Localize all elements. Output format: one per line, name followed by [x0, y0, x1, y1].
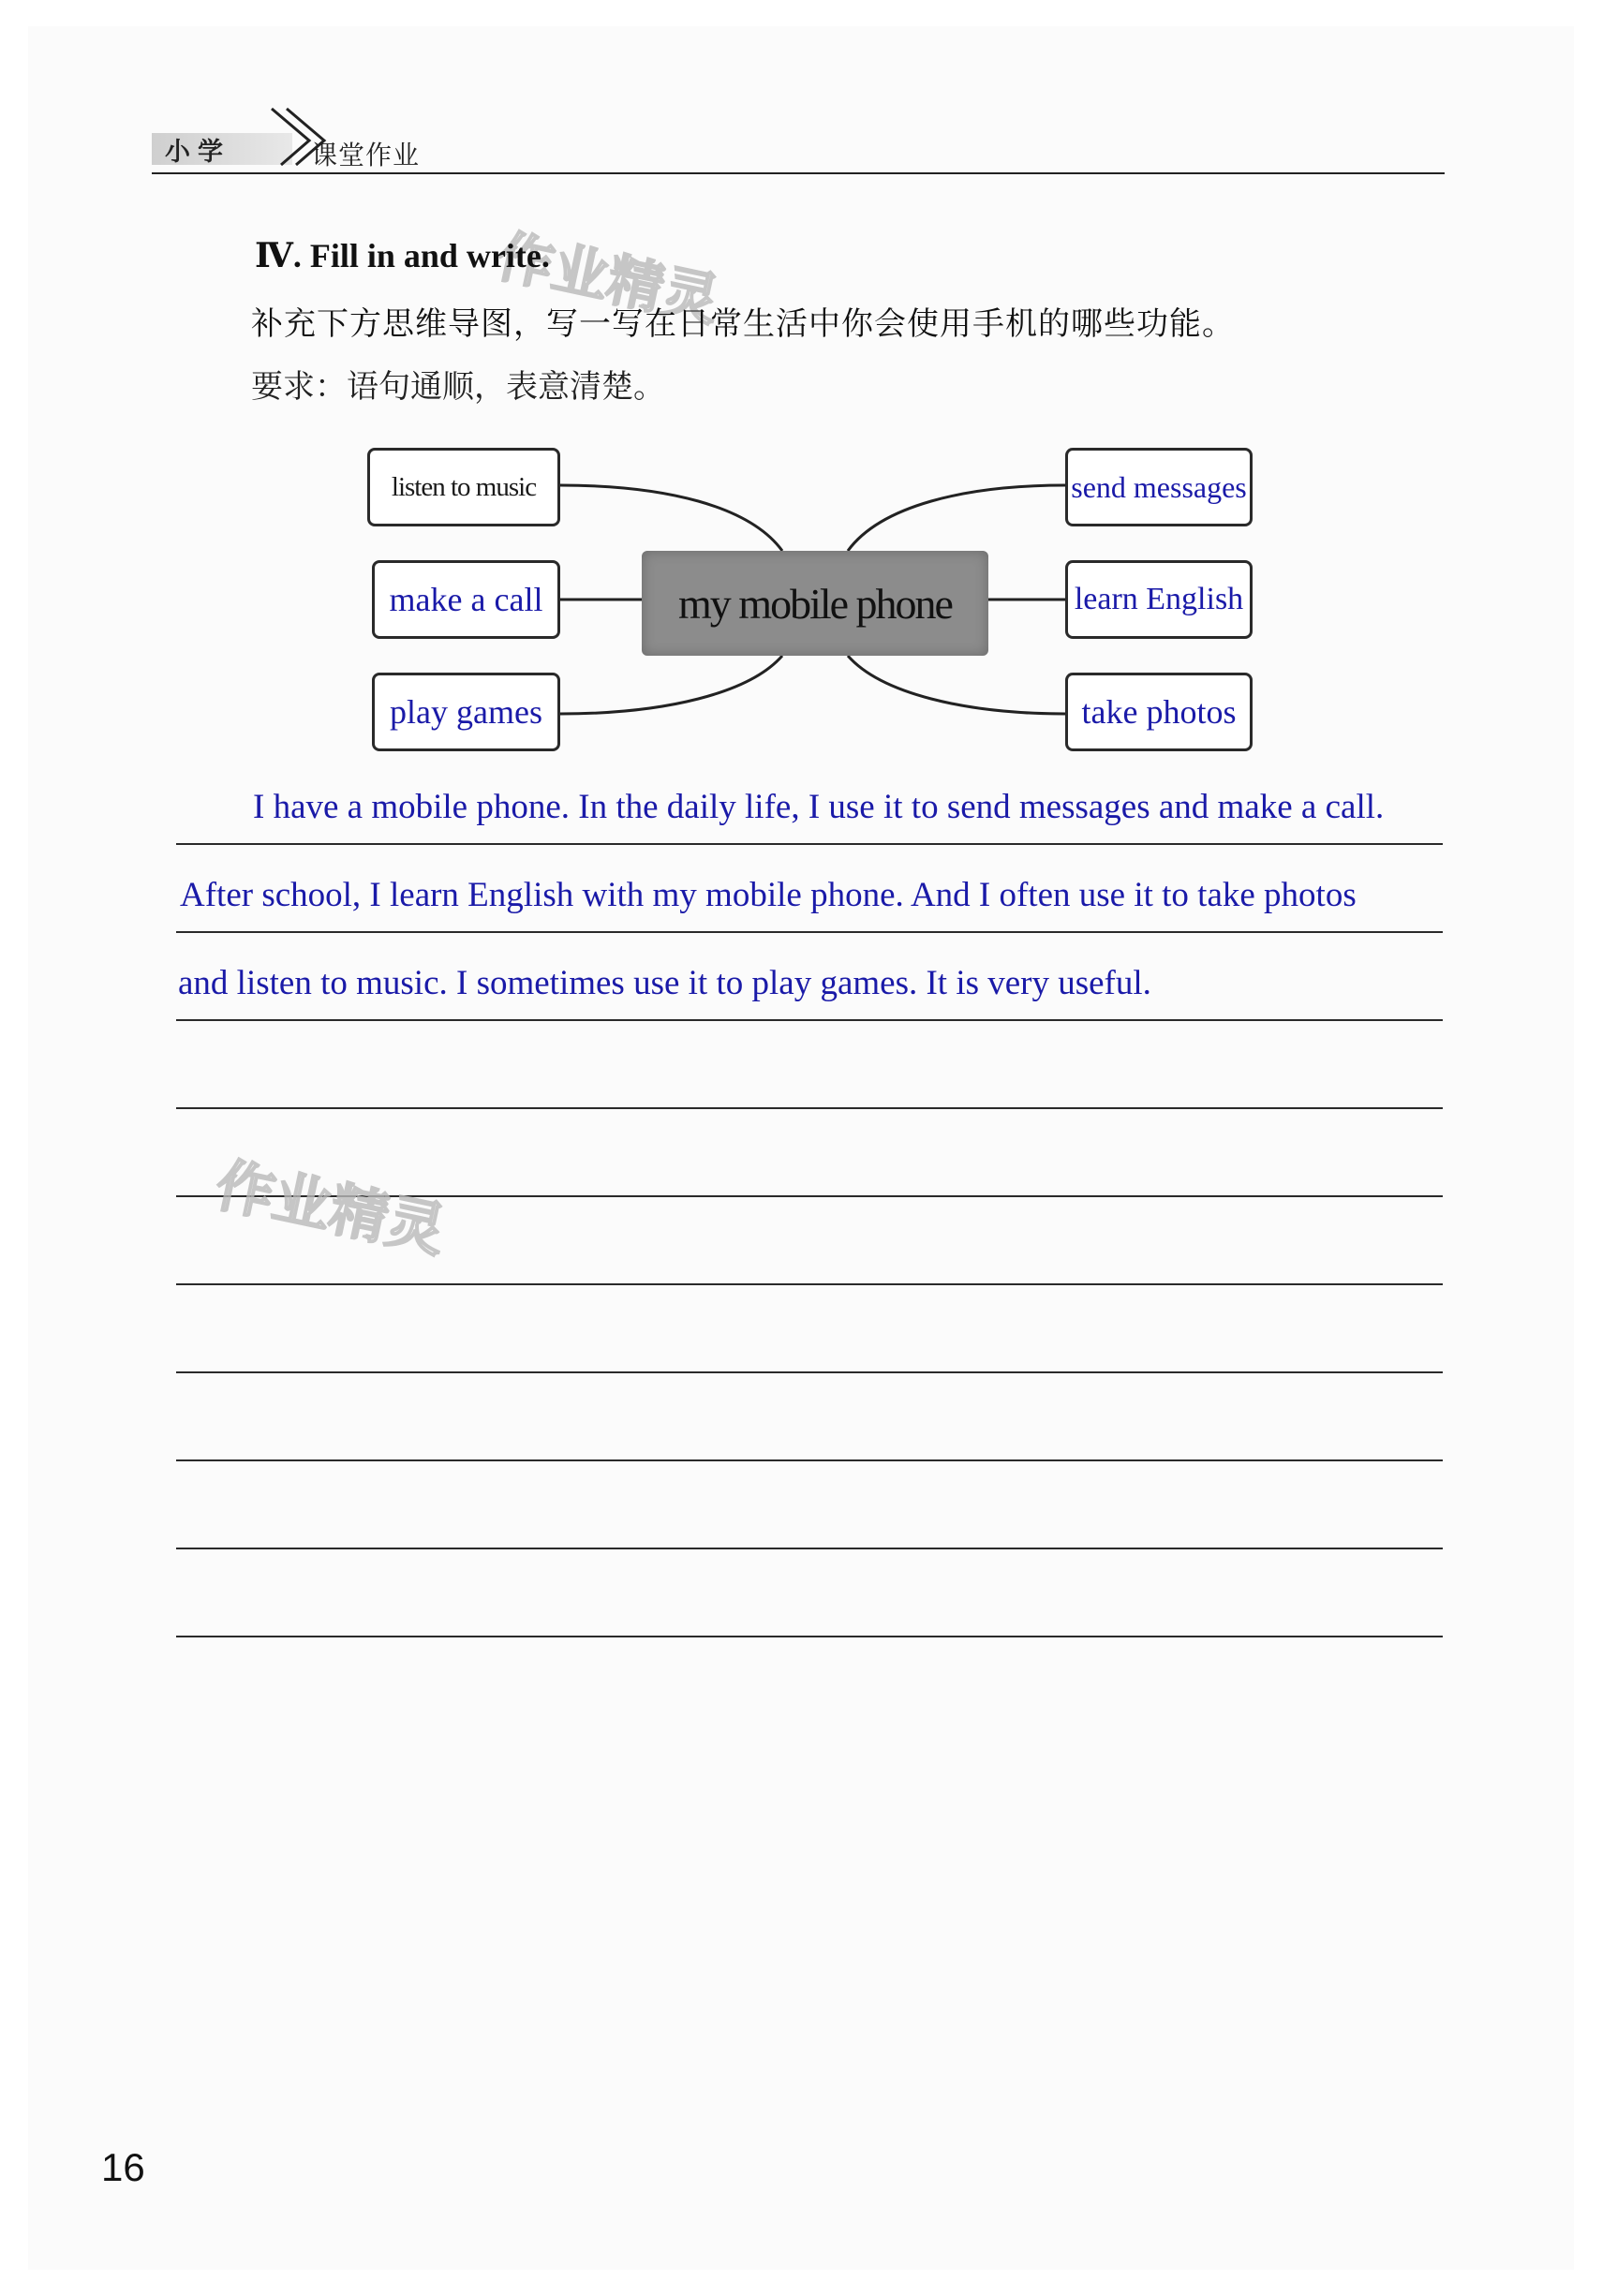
node-right-1: send messages: [1065, 448, 1253, 526]
node-right-3: take photos: [1065, 673, 1253, 751]
node-left-3: play games: [372, 673, 560, 751]
answer-line-2: After school, I learn English with my mobile phone. And I often use it to take photos: [180, 876, 1357, 914]
writing-line: [176, 1283, 1443, 1285]
header-book-title: 课堂作业: [311, 140, 421, 170]
node-left-1: listen to music: [367, 448, 560, 526]
section-title: Ⅳ. Fill in and write.: [255, 237, 550, 274]
instruction-requirement: 要求：语句通顺，表意清楚。: [251, 368, 665, 406]
writing-line: [176, 1459, 1443, 1461]
writing-line: [176, 1548, 1443, 1549]
header-rule: [152, 172, 1445, 174]
page-number: 16: [101, 2145, 145, 2189]
mind-map-center: my mobile phone: [642, 551, 988, 656]
page-header: [152, 103, 1445, 178]
watermark: 作业精灵: [491, 223, 725, 335]
watermark: 作业精灵: [210, 1149, 452, 1266]
header-level: 小学: [165, 138, 230, 167]
writing-line: [176, 1019, 1443, 1021]
answer-line-3: and listen to music. I sometimes use it to play games. It is very useful.: [178, 964, 1151, 1002]
instruction-main: 补充下方思维导图，写一写在日常生活中你会使用手机的哪些功能。: [251, 305, 1235, 343]
node-left-2: make a call: [372, 560, 560, 639]
node-right-2: learn English: [1065, 560, 1253, 639]
writing-line: [176, 931, 1443, 933]
writing-line: [176, 1636, 1443, 1637]
writing-line: [176, 843, 1443, 845]
mind-map: [356, 431, 1274, 787]
writing-line: [176, 1371, 1443, 1373]
writing-line: [176, 1107, 1443, 1109]
answer-line-1: I have a mobile phone. In the daily life, I use it to send messages and make a call.: [253, 788, 1385, 826]
writing-area: [176, 787, 1443, 1742]
